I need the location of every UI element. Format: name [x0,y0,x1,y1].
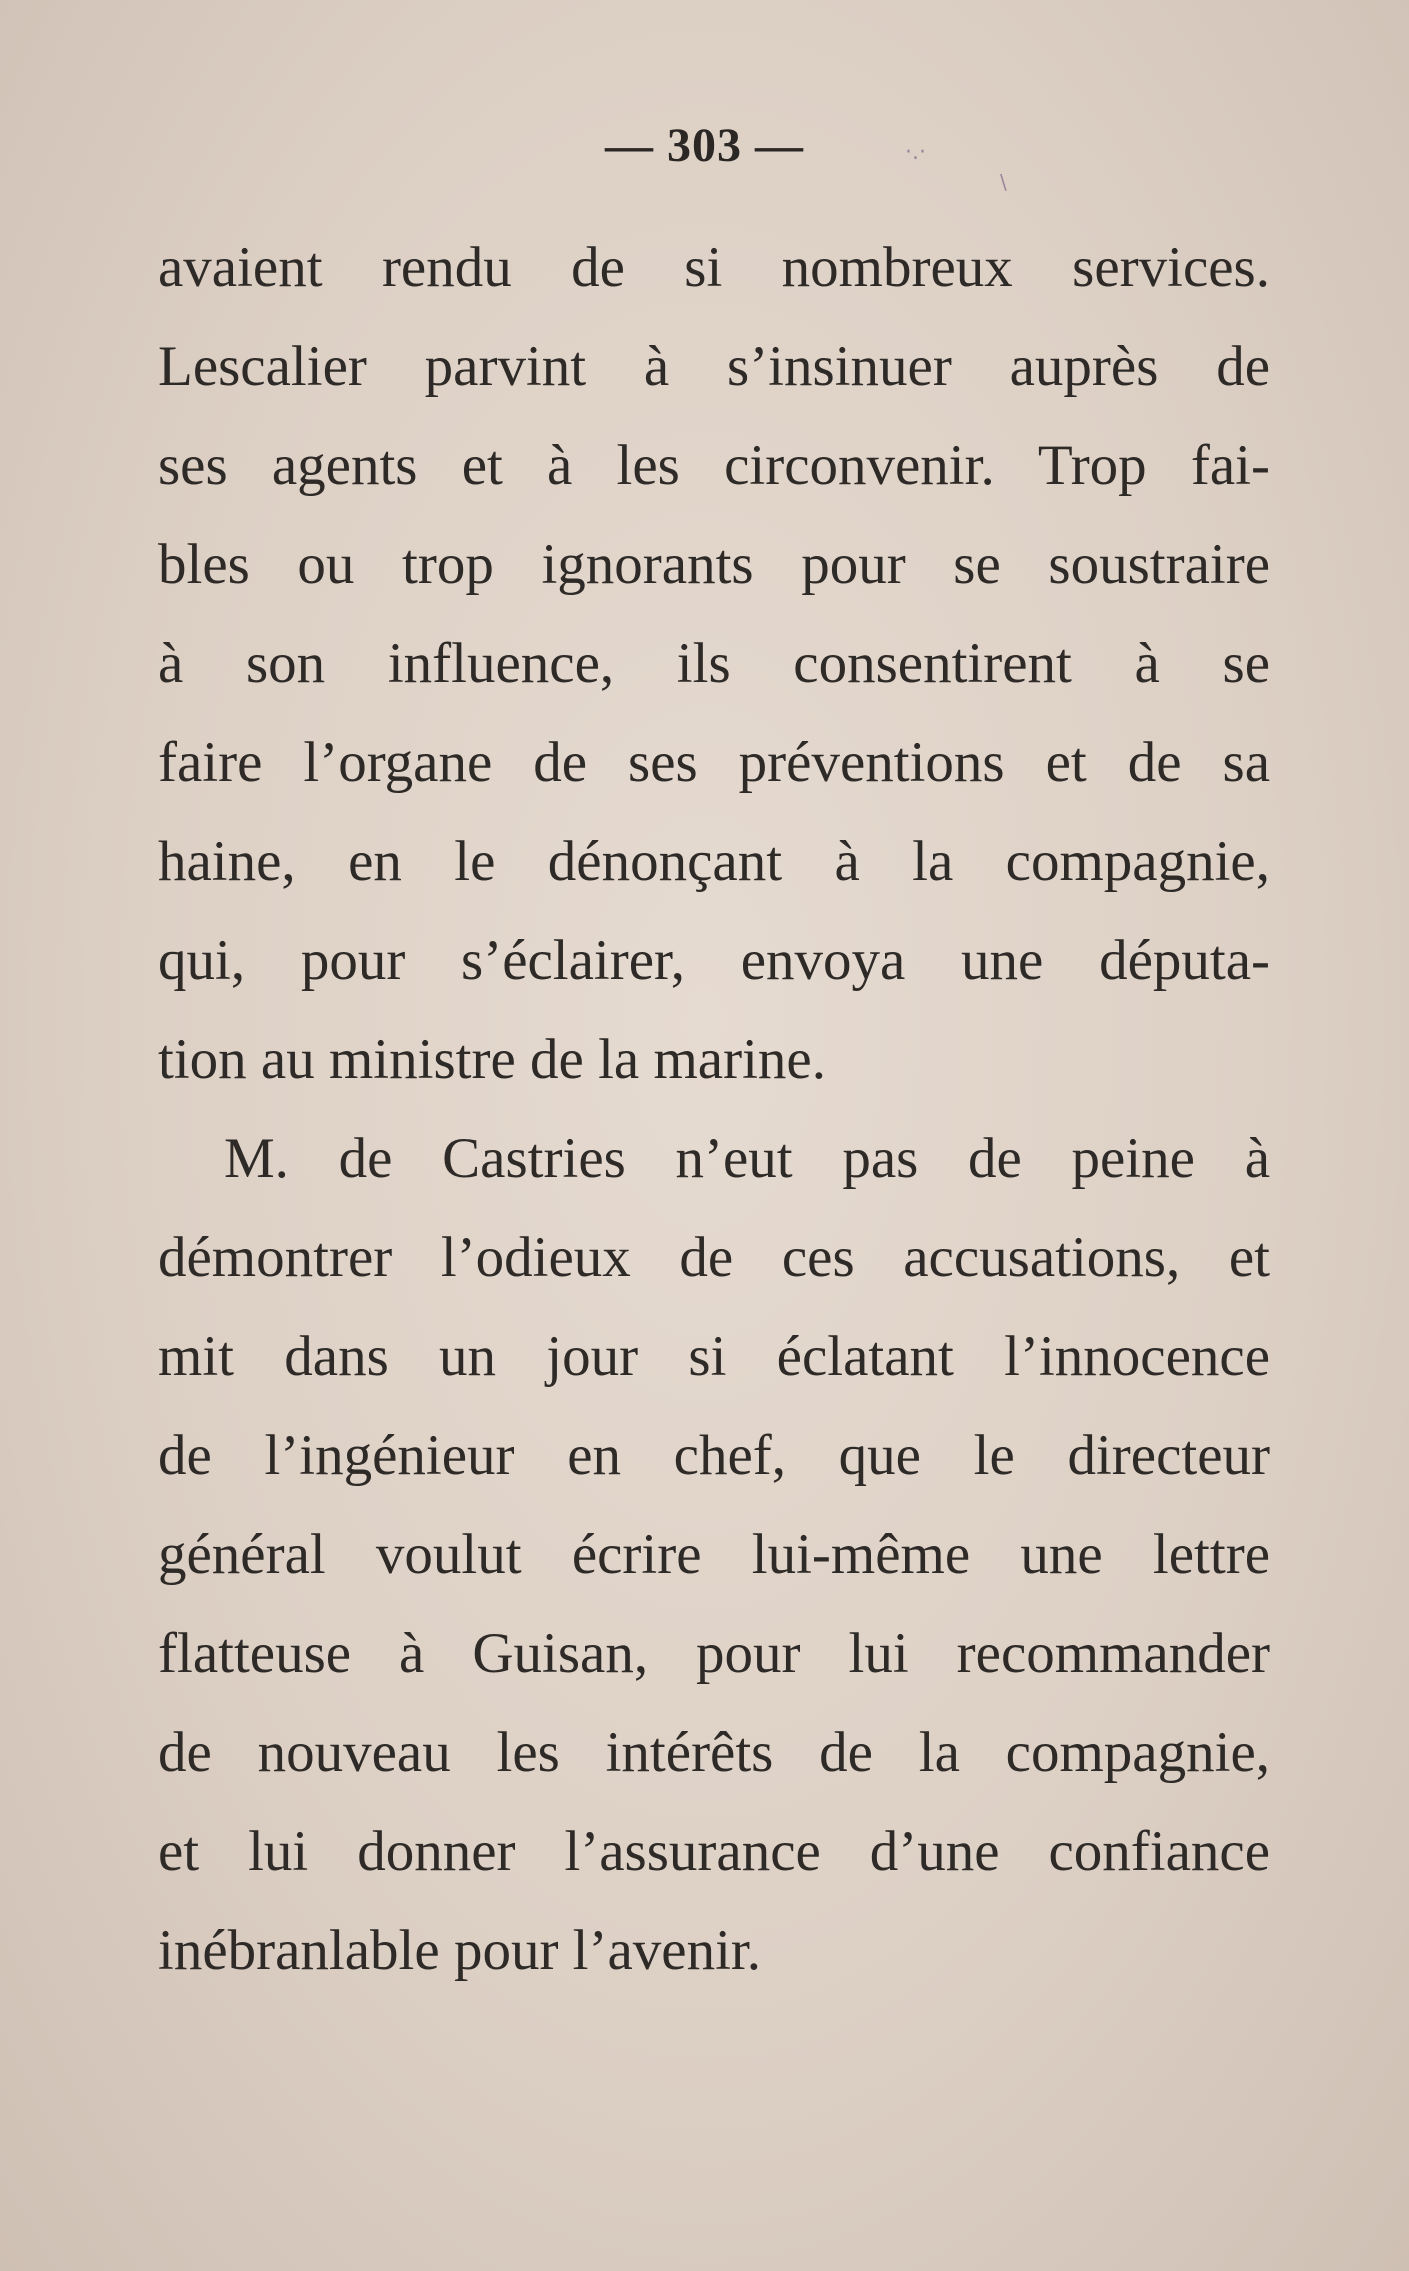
text-line: inébranlable pour l’avenir. [158,1919,762,1982]
paragraph [158,1109,1270,2000]
text-line: mit dans un jour si éclatant l’innocence [158,1325,1270,1388]
text-line: haine, en le dénonçant à la compagnie, [158,830,1270,893]
text-line: tion au ministre de la marine. [158,1028,826,1091]
text-line: flatteuse à Guisan, pour lui recommander [158,1622,1270,1685]
text-line: démontrer l’odieux de ces accusations, et [158,1226,1270,1289]
text-line: à son influence, ils consentirent à se [158,632,1270,695]
body-text [158,218,1270,2000]
text-line: faire l’organe de ses préventions et de sa [158,731,1270,794]
text-line: et lui donner l’assurance d’une confiance [158,1820,1270,1883]
paragraph [158,218,1270,1109]
text-line: ses agents et à les circonvenir. Trop fai- [158,434,1270,497]
text-line: Lescalier parvint à s’insinuer auprès de [158,335,1270,398]
text-line: bles ou trop ignorants pour se soustraire [158,533,1270,596]
ink-stain-mark: \ [1000,170,1007,194]
text-line: général voulut écrire lui-même une lettre [158,1523,1270,1586]
text-line: M. de Castries n’eut pas de peine à [224,1127,1270,1190]
text-line: de nouveau les intérêts de la compagnie, [158,1721,1270,1784]
text-line: avaient rendu de si nombreux services. [158,236,1270,299]
page-number: — 303 — [605,119,804,172]
ink-stain-mark: ·.· [905,140,926,165]
text-line: qui, pour s’éclairer, envoya une députa- [158,929,1270,992]
text-line: de l’ingénieur en chef, que le directeur [158,1424,1270,1487]
